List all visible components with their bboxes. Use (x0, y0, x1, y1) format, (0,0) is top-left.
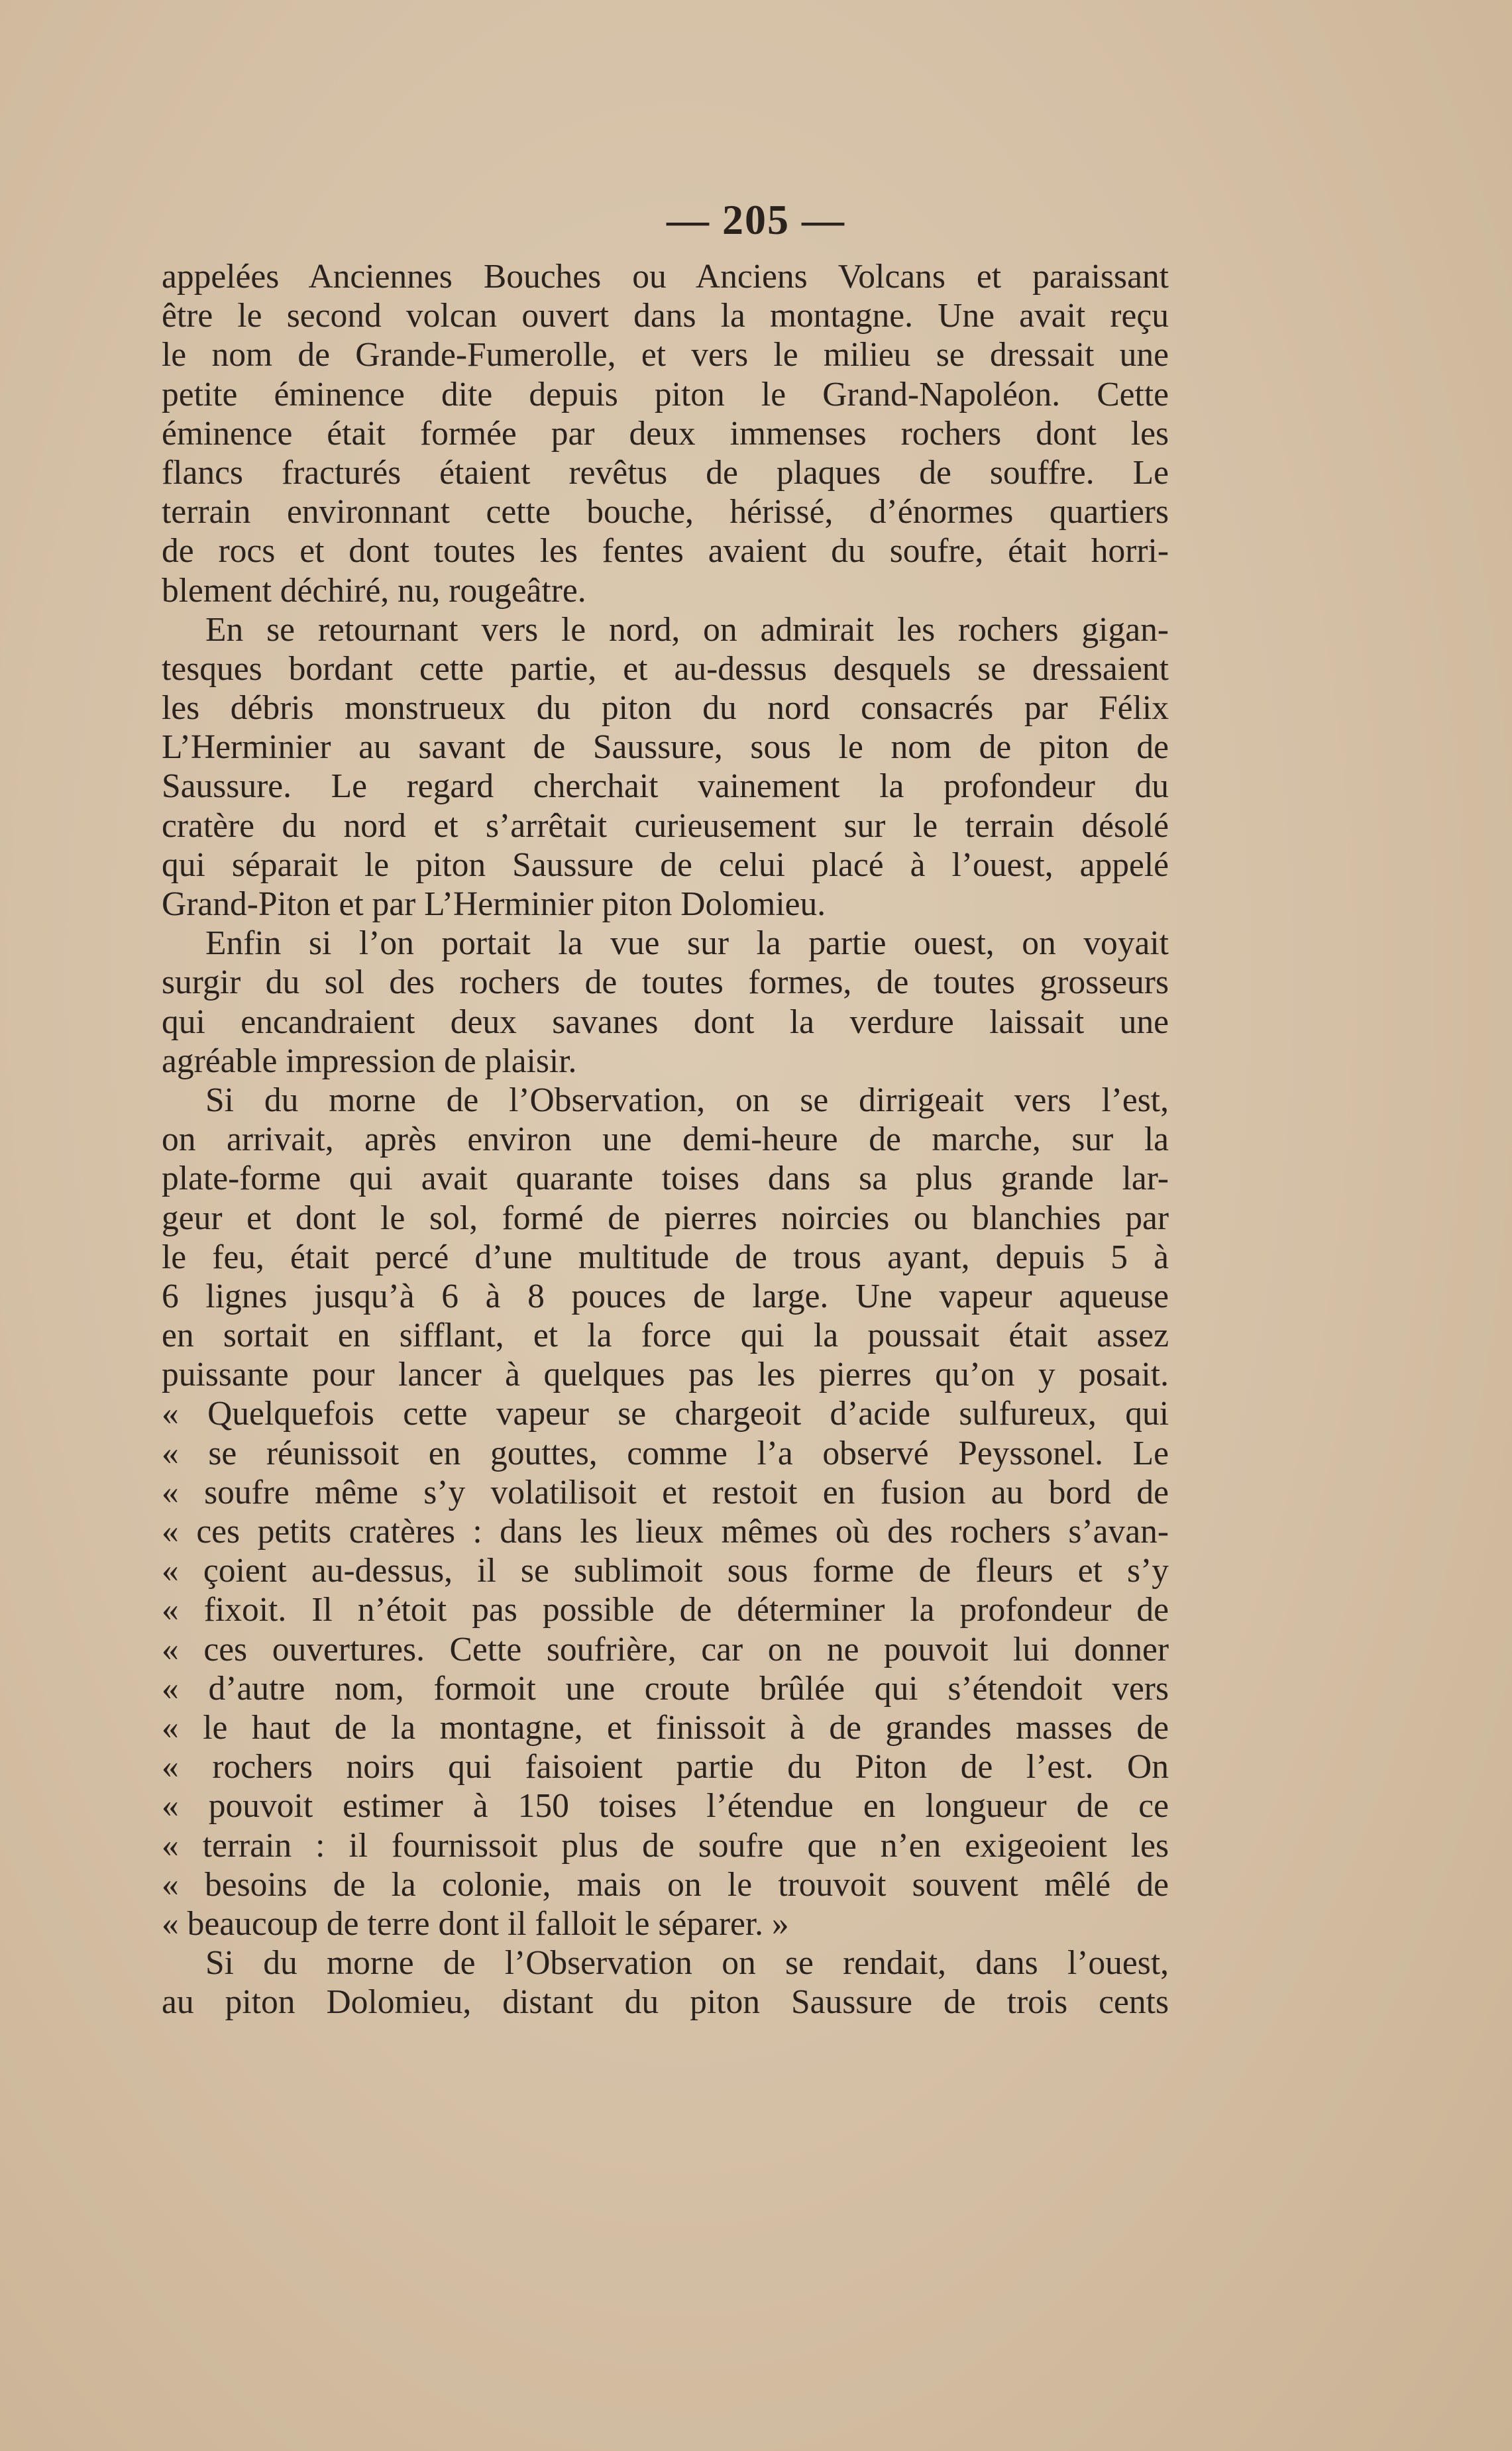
text-line: le feu, était percé d’une multitude de trous ayant, depuis 5 à (162, 1238, 1169, 1276)
text-line: terrain environnant cette bouche, hérissé, d’énormes quartiers (162, 493, 1169, 531)
text-line: puissante pour lancer à quelques pas les pierres qu’on y posait. (162, 1356, 1169, 1394)
text-line: éminence était formée par deux immenses rochers dont les (162, 414, 1169, 453)
page-number: — 205 — (667, 196, 845, 243)
text-line: En se retournant vers le nord, on admirait les rochers gigan- (205, 610, 1169, 649)
text-line: Saussure. Le regard cherchait vainement la profondeur du (162, 767, 1169, 806)
text-line: qui encandraient deux savanes dont la verdure laissait une (162, 1003, 1169, 1041)
text-line: on arrivait, après environ une demi-heure de marche, sur la (162, 1120, 1169, 1159)
text-line: « ces ouvertures. Cette soufrière, car on ne pouvoit lui donner (162, 1630, 1169, 1668)
text-line: « terrain : il fournissoit plus de soufre que n’en exigeoient les (162, 1826, 1169, 1865)
text-line: « besoins de la colonie, mais on le trouvoit souvent mêlé de (162, 1865, 1169, 1904)
page-body-text (162, 257, 1169, 2022)
text-line: surgir du sol des rochers de toutes formes, de toutes grosseurs (162, 963, 1169, 1002)
text-line: le nom de Grande-Fumerolle, et vers le milieu se dressait une (162, 336, 1169, 374)
text-line: « ces petits cratères : dans les lieux mêmes où des rochers s’avan- (162, 1513, 1169, 1551)
text-line: « pouvoit estimer à 150 toises l’étendue en longueur de ce (162, 1787, 1169, 1825)
text-line: « rochers noirs qui faisoient partie du Piton de l’est. On (162, 1748, 1169, 1786)
text-line: « çoient au-dessus, il se sublimoit sous forme de fleurs et s’y (162, 1552, 1169, 1590)
text-line: blement déchiré, nu, rougeâtre. (162, 571, 586, 610)
text-line: les débris monstrueux du piton du nord consacrés par Félix (162, 689, 1169, 728)
text-line: appelées Anciennes Bouches ou Anciens Volcans et paraissant (162, 258, 1169, 296)
text-line: Enfin si l’on portait la vue sur la partie ouest, on voyait (205, 924, 1169, 963)
text-line: « d’autre nom, formoit une croute brûlée qui s’étendoit vers (162, 1669, 1169, 1708)
text-line: Si du morne de l’Observation, on se dirrigeait vers l’est, (205, 1081, 1169, 1119)
text-line: qui séparait le piton Saussure de celui placé à l’ouest, appelé (162, 845, 1169, 884)
text-line: petite éminence dite depuis piton le Grand-Napoléon. Cette (162, 375, 1169, 413)
text-line: de rocs et dont toutes les fentes avaient du soufre, était horri- (162, 532, 1169, 571)
text-line: au piton Dolomieu, distant du piton Saussure de trois cents (162, 1983, 1169, 2022)
text-line: « soufre même s’y volatilisoit et restoit en fusion au bord de (162, 1473, 1169, 1511)
text-line: cratère du nord et s’arrêtait curieusement sur le terrain désolé (162, 806, 1169, 845)
text-line: en sortait en sifflant, et la force qui la poussait était assez (162, 1317, 1169, 1355)
text-line: Grand-Piton et par L’Herminier piton Dolomieu. (162, 885, 826, 923)
text-line: flancs fracturés étaient revêtus de plaques de souffre. Le (162, 453, 1169, 492)
text-line: geur et dont le sol, formé de pierres noircies ou blanchies par (162, 1199, 1169, 1237)
text-line: Si du morne de l’Observation on se rendait, dans l’ouest, (205, 1944, 1169, 1983)
text-line: « Quelquefois cette vapeur se chargeoit d’acide sulfureux, qui (162, 1395, 1169, 1433)
text-line: « se réunissoit en gouttes, comme l’a observé Peyssonel. Le (162, 1434, 1169, 1472)
text-line: « le haut de la montagne, et finissoit à de grandes masses de (162, 1708, 1169, 1747)
text-line: 6 lignes jusqu’à 6 à 8 pouces de large. Une vapeur aqueuse (162, 1277, 1169, 1315)
text-line: L’Herminier au savant de Saussure, sous le nom de piton de (162, 728, 1169, 767)
text-line: être le second volcan ouvert dans la montagne. Une avait reçu (162, 297, 1169, 335)
text-line: « fixoit. Il n’étoit pas possible de déterminer la profondeur de (162, 1591, 1169, 1629)
text-line: « beaucoup de terre dont il falloit le séparer. » (162, 1904, 789, 1943)
text-line: tesques bordant cette partie, et au-dessus desquels se dressaient (162, 649, 1169, 688)
text-line: plate-forme qui avait quarante toises dans sa plus grande lar- (162, 1160, 1169, 1198)
text-line: agréable impression de plaisir. (162, 1042, 577, 1080)
